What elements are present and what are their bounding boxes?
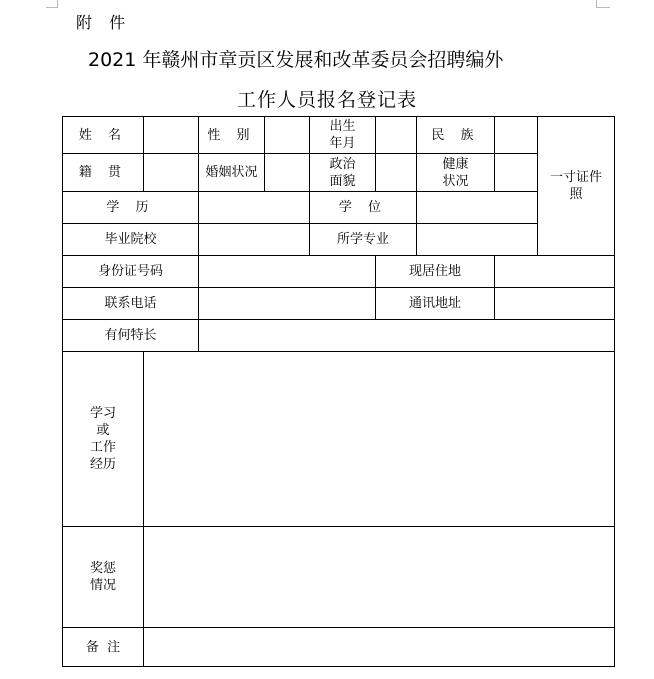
- health-status-field[interactable]: [495, 154, 538, 192]
- rewards-label: 奖惩 情况: [63, 527, 144, 628]
- health-status-label: 健康 状况: [417, 154, 495, 192]
- ethnicity-label: 民 族: [417, 117, 495, 154]
- rewards-field[interactable]: [144, 527, 615, 628]
- current-address-label: 现居住地: [376, 256, 495, 288]
- graduate-school-field[interactable]: [199, 224, 310, 256]
- mailing-address-field[interactable]: [495, 288, 615, 320]
- birth-date-label: 出生 年月: [310, 117, 376, 154]
- id-number-label: 身份证号码: [63, 256, 199, 288]
- specialty-field[interactable]: [199, 320, 615, 352]
- experience-label: 学习 或 工作 经历: [63, 352, 144, 527]
- native-place-label: 籍 贯: [63, 154, 144, 192]
- degree-field[interactable]: [417, 192, 538, 224]
- degree-label: 学 位: [310, 192, 417, 224]
- mailing-address-label: 通讯地址: [376, 288, 495, 320]
- name-field[interactable]: [144, 117, 199, 154]
- remarks-label: 备 注: [63, 628, 144, 667]
- native-place-field[interactable]: [144, 154, 199, 192]
- remarks-field[interactable]: [144, 628, 615, 667]
- photo-cell[interactable]: 一寸证件 照: [538, 117, 615, 256]
- gender-label: 性 别: [199, 117, 265, 154]
- major-field[interactable]: [417, 224, 538, 256]
- graduate-school-label: 毕业院校: [63, 224, 199, 256]
- document-title-line2: 工作人员报名登记表: [236, 89, 417, 111]
- page-corner-mark-right-h: [596, 7, 610, 8]
- marital-status-label: 婚姻状况: [199, 154, 265, 192]
- birth-date-field[interactable]: [376, 117, 417, 154]
- current-address-field[interactable]: [495, 256, 615, 288]
- experience-field[interactable]: [144, 352, 615, 527]
- phone-label: 联系电话: [63, 288, 199, 320]
- document-title-line1: 2021 年赣州市章贡区发展和改革委员会招聘编外: [88, 49, 504, 71]
- page-corner-mark-left-h: [46, 7, 58, 8]
- id-number-field[interactable]: [199, 256, 376, 288]
- gender-field[interactable]: [265, 117, 310, 154]
- major-label: 所学专业: [310, 224, 417, 256]
- phone-field[interactable]: [199, 288, 376, 320]
- political-status-field[interactable]: [376, 154, 417, 192]
- registration-form-table: [62, 116, 615, 667]
- education-field[interactable]: [199, 192, 310, 224]
- specialty-label: 有何特长: [63, 320, 199, 352]
- name-label: 姓 名: [63, 117, 144, 154]
- marital-status-field[interactable]: [265, 154, 310, 192]
- ethnicity-field[interactable]: [495, 117, 538, 154]
- education-label: 学 历: [63, 192, 199, 224]
- political-status-label: 政治 面貌: [310, 154, 376, 192]
- attachment-label: 附 件: [76, 13, 132, 32]
